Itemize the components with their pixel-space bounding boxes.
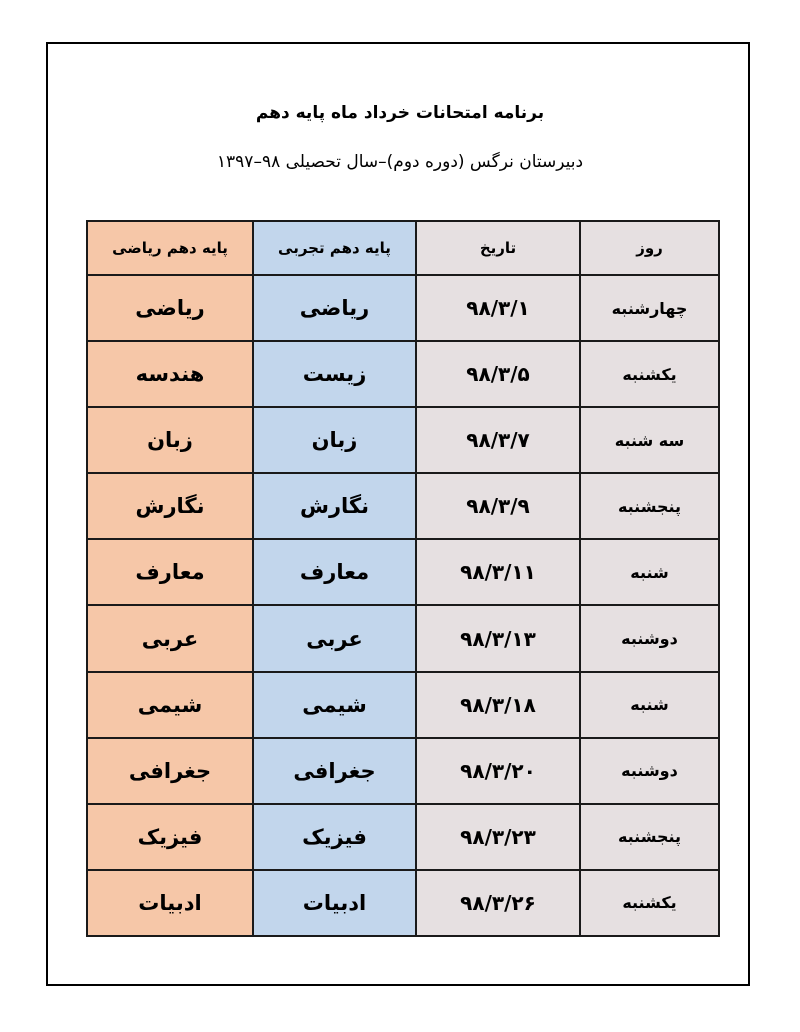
day-cell: یکشنبه [580, 870, 719, 936]
date-cell: ۹۸/۳/۱۳ [416, 605, 580, 671]
date-cell: ۹۸/۳/۱ [416, 275, 580, 341]
date-cell: ۹۸/۳/۷ [416, 407, 580, 473]
date-cell: ۹۸/۳/۲۶ [416, 870, 580, 936]
page-title: برنامه امتحانات خرداد ماه پایه دهم [255, 103, 545, 123]
table-row [87, 341, 719, 407]
table-row [87, 473, 719, 539]
experimental-subject-cell: معارف [253, 539, 416, 605]
experimental-subject-cell: نگارش [253, 473, 416, 539]
math-subject-cell: زبان [87, 407, 253, 473]
math-subject-cell: ادبیات [87, 870, 253, 936]
math-subject-cell: نگارش [87, 473, 253, 539]
table-body [87, 275, 719, 936]
experimental-subject-cell: شیمی [253, 672, 416, 738]
day-cell: یکشنبه [580, 341, 719, 407]
math-subject-cell: شیمی [87, 672, 253, 738]
day-cell: پنجشنبه [580, 473, 719, 539]
column-header-day: روز [580, 221, 719, 275]
day-cell: شنبه [580, 539, 719, 605]
experimental-subject-cell: زبان [253, 407, 416, 473]
experimental-subject-cell: عربی [253, 605, 416, 671]
date-cell: ۹۸/۳/۱۱ [416, 539, 580, 605]
date-cell: ۹۸/۳/۹ [416, 473, 580, 539]
table-row [87, 672, 719, 738]
table-row [87, 870, 719, 936]
table-row [87, 605, 719, 671]
day-cell: پنجشنبه [580, 804, 719, 870]
experimental-subject-cell: ادبیات [253, 870, 416, 936]
column-header-math: پایه دهم ریاضی [87, 221, 253, 275]
date-cell: ۹۸/۳/۲۰ [416, 738, 580, 804]
date-cell: ۹۸/۳/۲۳ [416, 804, 580, 870]
date-cell: ۹۸/۳/۱۸ [416, 672, 580, 738]
page-subtitle: دبیرستان نرگس (دوره دوم)–سال تحصیلی ۹۸–۱۳۹۷ [216, 152, 584, 172]
math-subject-cell: ریاضی [87, 275, 253, 341]
day-cell: دوشنبه [580, 605, 719, 671]
day-cell: چهارشنبه [580, 275, 719, 341]
day-cell: دوشنبه [580, 738, 719, 804]
math-subject-cell: هندسه [87, 341, 253, 407]
column-header-experimental: پایه دهم تجربی [253, 221, 416, 275]
math-subject-cell: فیزیک [87, 804, 253, 870]
table-row [87, 407, 719, 473]
day-cell: شنبه [580, 672, 719, 738]
table-row [87, 275, 719, 341]
math-subject-cell: جغرافی [87, 738, 253, 804]
experimental-subject-cell: زیست [253, 341, 416, 407]
date-cell: ۹۸/۳/۵ [416, 341, 580, 407]
math-subject-cell: عربی [87, 605, 253, 671]
table-row [87, 804, 719, 870]
experimental-subject-cell: جغرافی [253, 738, 416, 804]
experimental-subject-cell: ریاضی [253, 275, 416, 341]
math-subject-cell: معارف [87, 539, 253, 605]
table-row [87, 539, 719, 605]
table-row [87, 738, 719, 804]
exam-schedule-table [86, 220, 720, 937]
day-cell: سه شنبه [580, 407, 719, 473]
table-header-row [87, 221, 719, 275]
experimental-subject-cell: فیزیک [253, 804, 416, 870]
column-header-date: تاریخ [416, 221, 580, 275]
